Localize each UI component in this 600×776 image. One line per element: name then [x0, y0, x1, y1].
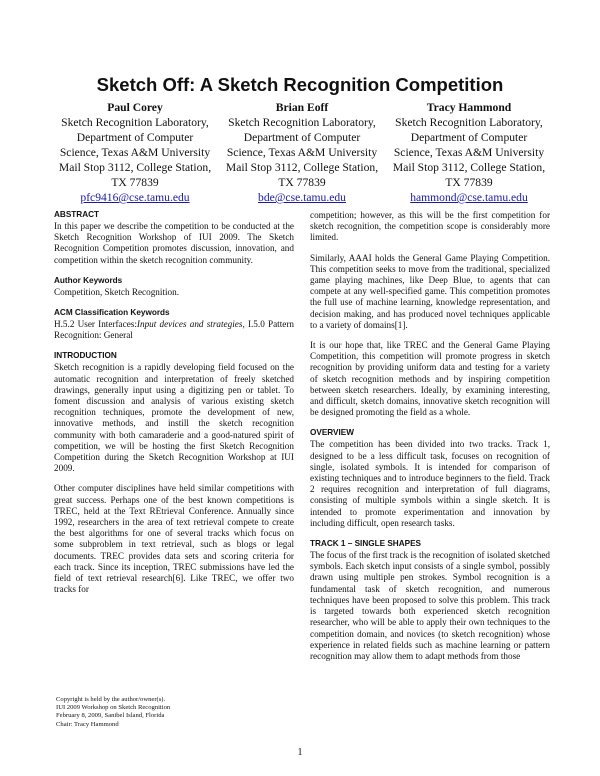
- copyright-line: IUI 2009 Workshop on Sketch Recognition: [56, 704, 171, 712]
- author-name: Paul Corey: [107, 101, 163, 114]
- hope-paragraph: It is our hope that, like TREC and the General Game Playing Competition, this competition will promote progress in sketch recognition by providing uniform data and testing for a variety of sketch recognition methods and by inspiring competition between sketch researchers. Ideally, by examining interesting, and difficult, sketch domains, innovative sketch recognition will be designed promoting the field as a whole.: [310, 340, 550, 418]
- introduction-paragraph-2: Other computer disciplines have held similar competitions with great success. Perhaps one of the best known competitions is TREC, held at the Text REtrieval Conference. Annually since 1992, researchers in the area of text retrieval compete to create the best algorithms for one of several tracks which focus on some subproblem in text retrieval, such as blogs or legal documents. TREC provides data sets and scoring criteria for each track. Since its inception, TREC submissions have led the field of text retrieval research[6]. Like TREC, we offer two tracks for: [54, 483, 294, 595]
- author-1: [52, 100, 218, 205]
- author-affiliation-line: TX 77839: [278, 176, 326, 189]
- author-affiliation-line: Mail Stop 3112, College Station,: [225, 161, 379, 174]
- author-affiliation-line: Sketch Recognition Laboratory,: [61, 116, 209, 129]
- author-email-link[interactable]: hammond@cse.tamu.edu: [410, 191, 528, 204]
- author-affiliation-line: TX 77839: [111, 176, 159, 189]
- author-affiliation-line: TX 77839: [445, 176, 493, 189]
- author-affiliation-line: Science, Texas A&M University: [59, 146, 211, 159]
- page-number: 1: [297, 747, 303, 758]
- paper-title: Sketch Off: A Sketch Recognition Competition: [96, 74, 504, 95]
- author-email-link[interactable]: pfc9416@cse.tamu.edu: [80, 191, 190, 204]
- acm-prefix: H.5.2 User Interfaces:: [54, 319, 137, 330]
- overview-text: The competition has been divided into two tracks. Track 1, designed to be a less difficult task, focuses on recognition of single, isolated symbols. It is intended for comparison of existing techniques and to introduce beginners to the field. Track 2 requires recognition and interpretation of full diagrams, consisting of multiple symbols within a single sketch. It is intended to promote experimentation and innovation by including difficult, open research tasks.: [310, 439, 550, 528]
- aaai-paragraph: Similarly, AAAI holds the General Game Playing Competition. This competition seeks to move from the traditional, specialized game playing machines, like Deep Blue, to agents that can compete at any well-specified game. This competition promotes the full use of machine learning, knowledge representation, and decision making, and has produced novel techniques applicable to a variety of domains[1].: [310, 252, 550, 330]
- left-column: [54, 209, 294, 604]
- author-block: [52, 100, 552, 205]
- continuation-paragraph: competition; however, as this will be the first competition for sketch recognition, the competition scope is considerably more limited.: [310, 210, 550, 243]
- author-affiliation-line: Sketch Recognition Laboratory,: [228, 116, 376, 129]
- track1-heading: TRACK 1 – SINGLE SHAPES: [310, 539, 422, 549]
- author-name: Tracy Hammond: [426, 101, 512, 114]
- acm-text: [54, 319, 294, 341]
- author-affiliation-line: Mail Stop 3112, College Station,: [392, 161, 546, 174]
- acm-heading: ACM Classification Keywords: [54, 308, 170, 318]
- acm-suffix: , I.5.0 Pattern Recognition: General: [54, 319, 295, 341]
- introduction-heading: INTRODUCTION: [54, 351, 117, 361]
- author-email-link[interactable]: bde@cse.tamu.edu: [258, 191, 346, 204]
- overview-heading: OVERVIEW: [310, 428, 354, 438]
- author-affiliation-line: Sketch Recognition Laboratory,: [395, 116, 543, 129]
- copyright-line: Copyright is held by the author/owner(s).: [56, 696, 166, 703]
- keywords-text: Competition, Sketch Recognition.: [54, 286, 180, 297]
- author-name: Brian Eoff: [275, 101, 329, 114]
- copyright-notice: [56, 696, 266, 729]
- author-affiliation-line: Science, Texas A&M University: [393, 146, 545, 159]
- author-affiliation-line: Science, Texas A&M University: [226, 146, 378, 159]
- abstract-heading: ABSTRACT: [54, 210, 100, 219]
- abstract-text: In this paper we describe the competition to be conducted at the Sketch Recognition Workshop of IUI 2009. The Sketch Recognition Competition promotes discussion, innovation, and competition within the sketch recognition community.: [54, 221, 294, 265]
- author-affiliation-line: Department of Computer: [410, 131, 528, 144]
- author-affiliation-line: Department of Computer: [76, 131, 194, 144]
- right-column: [310, 210, 550, 671]
- author-affiliation-line: Mail Stop 3112, College Station,: [58, 161, 212, 174]
- author-3: [386, 100, 552, 205]
- keywords-heading: Author Keywords: [54, 275, 123, 285]
- author-2: [219, 100, 385, 205]
- author-affiliation-line: Department of Computer: [243, 131, 361, 144]
- track1-text: The focus of the first track is the recognition of isolated sketched symbols. Each sketch input consists of a single symbol, possibly drawn using multiple pen strokes. Symbol recognition is a fundamental task of sketch recognition, and numerous techniques have been proposed to solve this problem. This track is targeted towards both experienced sketch recognition researcher, who will be able to apply their own techniques to the competition domain, and novices (to sketch recognition) whose experience in related fields such as machine learning or pattern recognition may allow them to adapt methods from those: [310, 550, 550, 661]
- acm-italic: Input devices and strategies: [136, 319, 243, 330]
- copyright-line: Chair: Tracy Hammond: [56, 720, 119, 728]
- introduction-paragraph-1: Sketch recognition is a rapidly developing field focused on the automatic recognition and interpretation of freely sketched drawings, generally input using a digitizing pen or tablet. To foment discussion and analysis of various existing sketch recognition techniques, promote the development of new, innovative methods, and instill the sketch recognition community with both camaraderie and a good-natured spirit of competition, we will be hosting the first Sketch Recognition Competition during the Sketch Recognition Workshop at IUI 2009.: [54, 362, 294, 474]
- copyright-line: February 8, 2009, Sanibel Island, Florida: [56, 712, 165, 720]
